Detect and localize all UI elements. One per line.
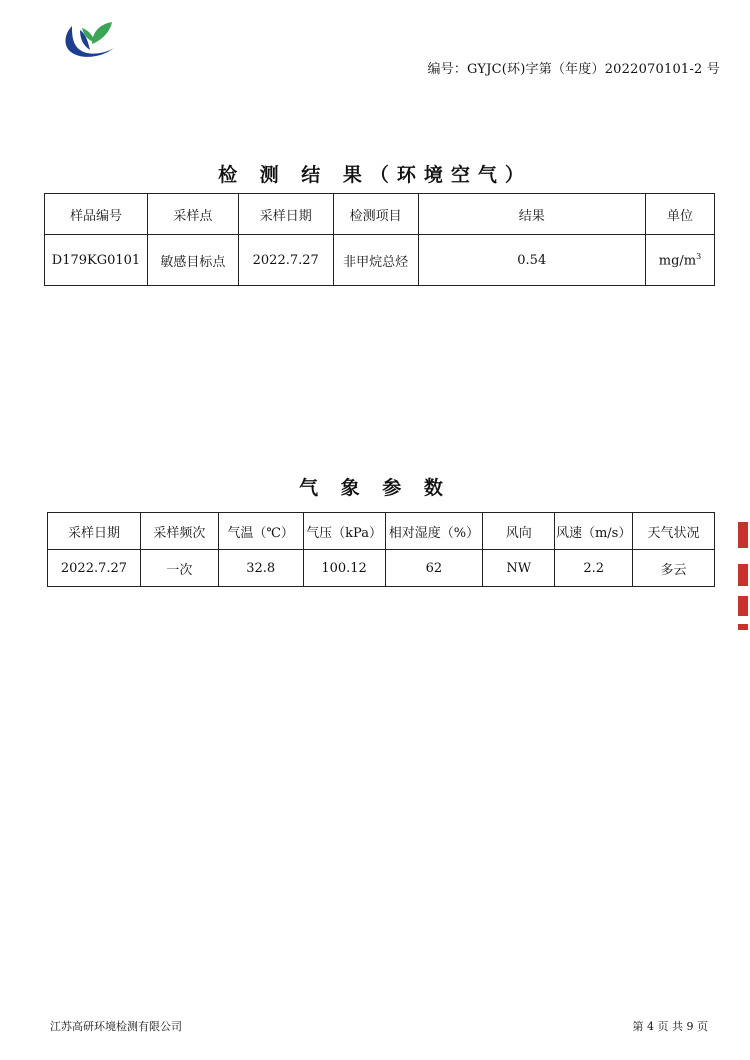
col-unit: 单位	[646, 194, 715, 235]
seal-fragment	[738, 624, 748, 630]
cell-item: 非甲烷总烃	[333, 235, 418, 286]
weather-header-row	[48, 513, 715, 550]
unit-base: mg/m	[658, 253, 697, 269]
col-site: 采样点	[147, 194, 238, 235]
cell-frequency: 一次	[140, 550, 218, 587]
cell-wind-speed: 2.2	[555, 550, 633, 587]
weather-title: 气 象 参 数	[299, 477, 451, 499]
cell-humidity: 62	[385, 550, 483, 587]
cell-wind-direction: NW	[483, 550, 555, 587]
col-wind-speed: 风速（m/s）	[555, 513, 633, 550]
footer-company: 江苏高研环境检测有限公司	[50, 1020, 182, 1033]
col-sampling-date: 采样日期	[48, 513, 141, 550]
weather-table	[47, 512, 715, 587]
results-title: 检 测 结 果（环境空气）	[218, 164, 532, 186]
seal-fragment	[738, 596, 748, 616]
unit-exponent: 3	[696, 251, 702, 261]
table-row	[48, 550, 715, 587]
results-table	[44, 193, 715, 286]
cell-unit	[646, 235, 715, 286]
company-logo-icon	[58, 14, 122, 64]
cell-pressure: 100.12	[303, 550, 385, 587]
cell-sampling-date: 2022.7.27	[48, 550, 141, 587]
col-date: 采样日期	[238, 194, 333, 235]
cell-site: 敏感目标点	[147, 235, 238, 286]
col-sample-id: 样品编号	[45, 194, 148, 235]
cell-weather: 多云	[633, 550, 715, 587]
col-result: 结果	[418, 194, 646, 235]
col-humidity: 相对湿度（%）	[385, 513, 483, 550]
col-wind-direction: 风向	[483, 513, 555, 550]
col-weather: 天气状况	[633, 513, 715, 550]
table-row	[45, 235, 715, 286]
document-number: 编号：GYJC(环)字第（年度）2022070101-2 号	[427, 62, 720, 77]
footer-page-number: 第 4 页 共 9 页	[632, 1020, 708, 1033]
results-header-row	[45, 194, 715, 235]
col-item: 检测项目	[333, 194, 418, 235]
cell-result: 0.54	[418, 235, 646, 286]
col-frequency: 采样频次	[140, 513, 218, 550]
col-pressure: 气压（kPa）	[303, 513, 385, 550]
cell-date: 2022.7.27	[238, 235, 333, 286]
seal-fragment	[738, 522, 748, 548]
cell-temperature: 32.8	[218, 550, 303, 587]
cell-sample-id: D179KG0101	[45, 235, 148, 286]
seal-fragment	[738, 564, 748, 586]
col-temperature: 气温（℃）	[218, 513, 303, 550]
